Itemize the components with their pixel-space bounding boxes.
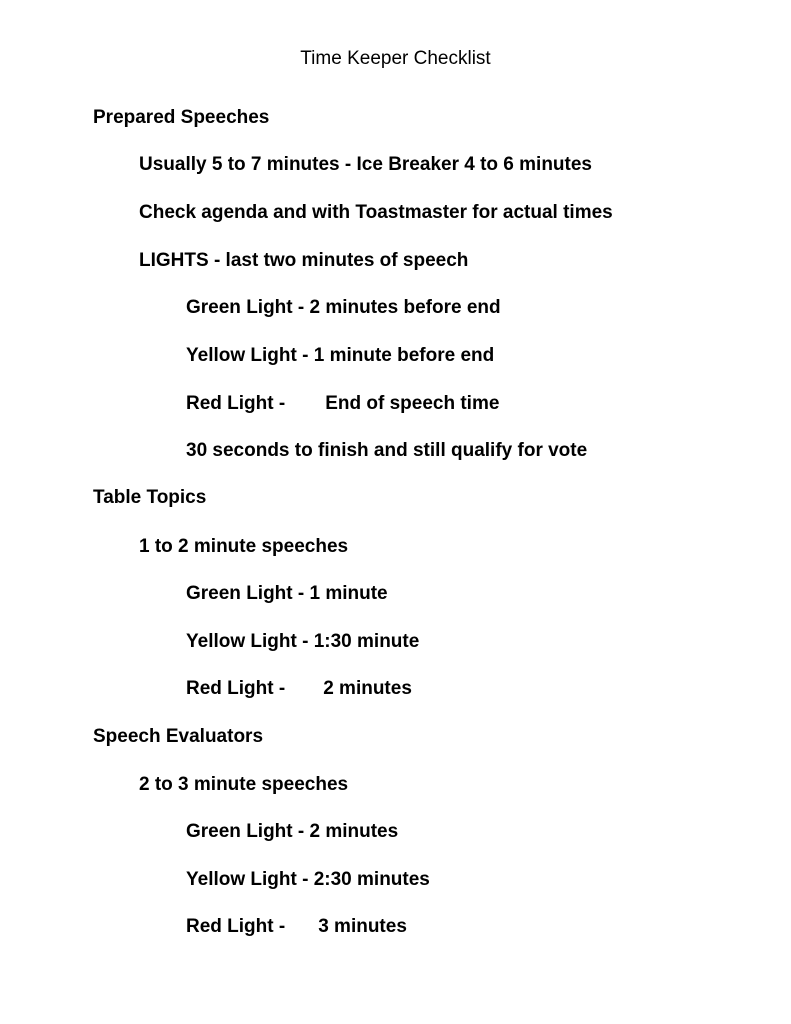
- evaluators-range: 2 to 3 minute speeches: [139, 774, 349, 795]
- section-heading-prepared-speeches: Prepared Speeches: [93, 107, 270, 128]
- section-heading-speech-evaluators: Speech Evaluators: [93, 726, 264, 747]
- prepared-lights-note: LIGHTS - last two minutes of speech: [139, 250, 469, 271]
- prepared-red-light-label: Red Light -: [186, 393, 286, 414]
- section-heading-table-topics: Table Topics: [93, 487, 207, 508]
- prepared-red-light: [186, 392, 499, 416]
- page-title: Time Keeper Checklist: [300, 48, 491, 69]
- table-topics-range: 1 to 2 minute speeches: [139, 536, 349, 557]
- prepared-grace-period: 30 seconds to finish and still qualify for vote: [186, 440, 588, 461]
- evaluators-red-light-value: 3 minutes: [318, 916, 407, 937]
- prepared-yellow-light: Yellow Light - 1 minute before end: [186, 345, 495, 366]
- prepared-red-light-value: End of speech time: [325, 393, 500, 414]
- table-topics-red-light-label: Red Light -: [186, 678, 286, 699]
- table-topics-red-light-value: 2 minutes: [323, 678, 412, 699]
- evaluators-green-light: Green Light - 2 minutes: [186, 821, 399, 842]
- evaluators-red-light: [186, 915, 407, 939]
- prepared-check-agenda: Check agenda and with Toastmaster for actual times: [139, 202, 613, 223]
- table-topics-red-light: [186, 677, 412, 701]
- prepared-usual-duration: Usually 5 to 7 minutes - Ice Breaker 4 to 6 minutes: [139, 154, 592, 175]
- prepared-green-light: Green Light - 2 minutes before end: [186, 297, 501, 318]
- table-topics-yellow-light: Yellow Light - 1:30 minute: [186, 631, 420, 652]
- table-topics-green-light: Green Light - 1 minute: [186, 583, 388, 604]
- evaluators-yellow-light: Yellow Light - 2:30 minutes: [186, 869, 430, 890]
- evaluators-red-light-label: Red Light -: [186, 916, 286, 937]
